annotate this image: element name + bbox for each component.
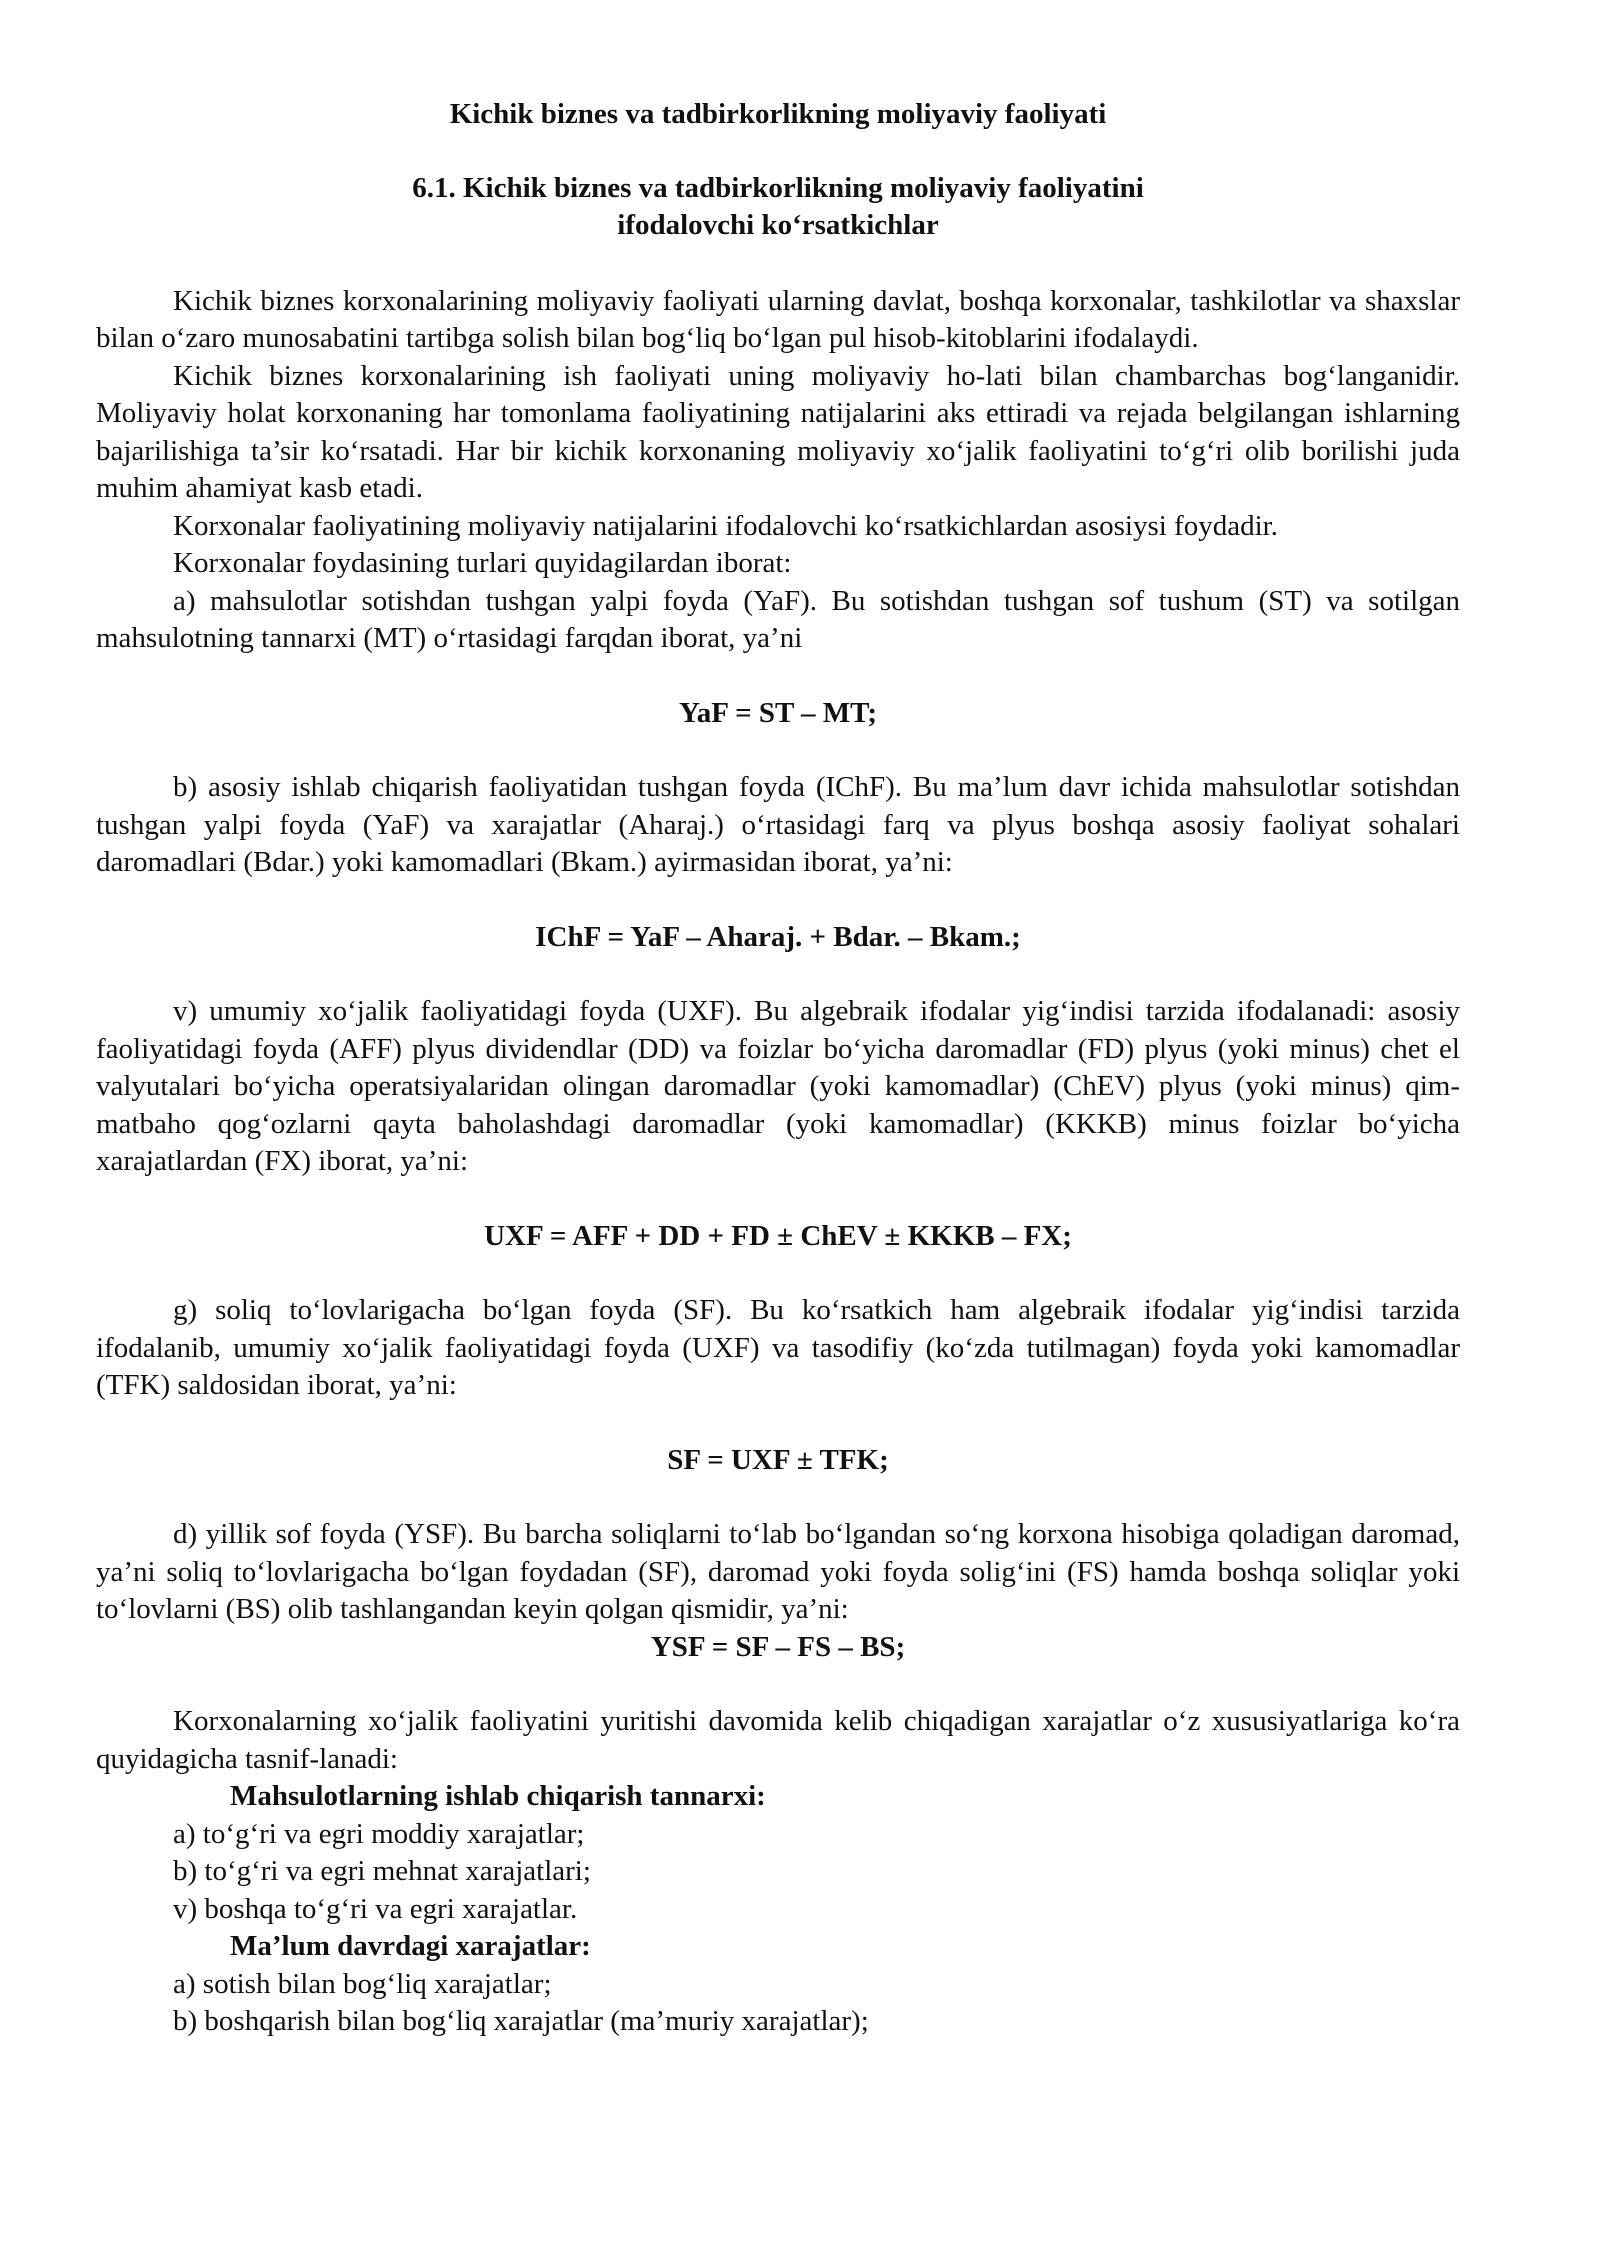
spacer xyxy=(96,732,1460,769)
paragraph-general-profit: v) umumiy xo‘jalik faoliyatidagi foyda (UXF). Bu algebraik ifodalar yig‘indisi tarzida ifodalanadi: asosiy faoliyatidagi foyda (AFF) plyus dividendlar (DD) va foizlar bo‘yicha daromadlar (FD) plyus (yoki minus) chet el valyutalari bo‘yicha operatsiyalaridan olingan daromadlar (yoki kamomadlar) (ChEV) plyus (yoki minus) qim-matbaho qog‘ozlarni qayta baholashdagi daromadlar (yoki kamomadlar) (KKKB) minus foizlar bo‘yicha xarajatlardan (FX) iborat, ya’ni: xyxy=(96,995,1460,1177)
list-item: a) sotish bilan bog‘liq xarajatlar; xyxy=(173,1967,552,2000)
formula-general-profit: UXF = AFF + DD + FD ± ChEV ± KKKB – FX; xyxy=(484,1219,1072,1252)
list-item: b) boshqarish bilan bog‘liq xarajatlar (ma’muriy xarajatlar); xyxy=(173,2005,869,2037)
formula-gross-profit: YaF = ST – MT; xyxy=(678,696,878,729)
spacer xyxy=(96,882,1460,919)
list-item: b) to‘g‘ri va egri mehnat xarajatlari; xyxy=(173,1855,591,1887)
paragraph-main-indicator: Korxonalar faoliyatining moliyaviy natijalarini ifodalovchi ko‘rsatkichlardan asosiysi foydadir. xyxy=(173,509,1278,542)
paragraph-production-profit: b) asosiy ishlab chiqarish faoliyatidan tushgan foyda (IChF). Bu ma’lum davr ichida mahsulotlar sotishdan tushgan yalpi foyda (YaF) va xarajatlar (Aharaj.) o‘rtasidagi farq va plyus boshqa asosiy faoliyat sohalari daromadlari (Bdar.) yoki kamomadlari (Bkam.) ayirmasidan iborat, ya’ni: xyxy=(96,771,1460,878)
spacer xyxy=(96,956,1460,993)
paragraph-cost-classification: Korxonalarning xo‘jalik faoliyatini yuritishi davomida kelib chiqadigan xarajatlar o‘z xususiyatlariga ko‘ra quyidagicha tasnif-lanadi: xyxy=(96,1705,1460,1775)
document-title: Kichik biznes va tadbirkorlikning moliyaviy faoliyati xyxy=(449,98,1107,130)
list-item: v) boshqa to‘g‘ri va egri xarajatlar. xyxy=(173,1892,578,1925)
section-title-line-1: 6.1. Kichik biznes va tadbirkorlikning moliyaviy faoliyatini xyxy=(412,171,1144,204)
spacer xyxy=(96,245,1460,283)
paragraph-financial-state: Kichik biznes korxonalarining ish faoliyati uning moliyaviy ho-lati bilan chambarchas bog‘langanidir. Moliyaviy holat korxonaning har tomonlama faoliyatining natijalarini aks ettiradi va rejada belgilangan ishlarning bajarilishiga ta’sir ko‘rsatadi. Har bir kichik korxonaning moliyaviy xo‘jalik faoliyatini to‘g‘ri olib borilishi juda muhim ahamiyat kasb etadi. xyxy=(96,359,1460,504)
paragraph-intro: Kichik biznes korxonalarining moliyaviy faoliyati ularning davlat, boshqa korxonalar, tashkilotlar va shaxslar bilan o‘zaro munosabatini tartibga solish bilan bog‘liq bo‘lgan pul hisob-kitoblarini ifodalaydi. xyxy=(96,284,1460,354)
spacer xyxy=(96,1181,1460,1218)
heading-period-costs: Ma’lum davrdagi xarajatlar: xyxy=(230,1930,591,1962)
document-page xyxy=(96,96,1460,2041)
list-item: a) to‘g‘ri va egri moddiy xarajatlar; xyxy=(173,1817,585,1850)
paragraph-gross-profit: a) mahsulotlar sotishdan tushgan yalpi foyda (YaF). Bu sotishdan tushgan sof tushum (ST) va sotilgan mahsulotning tannarxi (MT) o‘rtasidagi farqdan iborat, ya’ni xyxy=(96,584,1460,654)
formula-net-profit: YSF = SF – FS – BS; xyxy=(650,1630,906,1663)
formula-production-profit: IChF = YaF – Aharaj. + Bdar. – Bkam.; xyxy=(535,920,1021,953)
paragraph-profit-types: Korxonalar foydasining turlari quyidagilardan iborat: xyxy=(173,547,792,579)
section-title-line-2: ifodalovchi ko‘rsatkichlar xyxy=(617,209,939,241)
section-title xyxy=(96,170,1460,245)
formula-pretax-profit: SF = UXF ± TFK; xyxy=(667,1443,889,1476)
paragraph-pretax-profit: g) soliq to‘lovlarigacha bo‘lgan foyda (SF). Bu ko‘rsatkich ham algebraik ifodalar yig‘indisi tarzida ifodalanib, umumiy xo‘jalik faoliyatidagi foyda (UXF) va tasodifiy (ko‘zda tutilmagan) foyda yoki kamomadlar (TFK) saldosidan iborat, ya’ni: xyxy=(96,1294,1460,1401)
heading-production-cost: Mahsulotlarning ishlab chiqarish tannarxi: xyxy=(230,1780,766,1812)
spacer xyxy=(96,1666,1460,1703)
paragraph-net-profit: d) yillik sof foyda (YSF). Bu barcha soliqlarni to‘lab bo‘lgandan so‘ng korxona hisobiga qoladigan daromad, ya’ni soliq to‘lovlarigacha bo‘lgan foydadan (SF), daromad yoki foyda solig‘ini (FS) hamda boshqa soliqlar yoki to‘lovlarni (BS) olib tashlangandan keyin qolgan qismidir, ya’ni: xyxy=(96,1518,1460,1625)
spacer xyxy=(96,658,1460,695)
spacer xyxy=(96,1255,1460,1292)
spacer xyxy=(96,1479,1460,1516)
spacer xyxy=(96,1405,1460,1442)
